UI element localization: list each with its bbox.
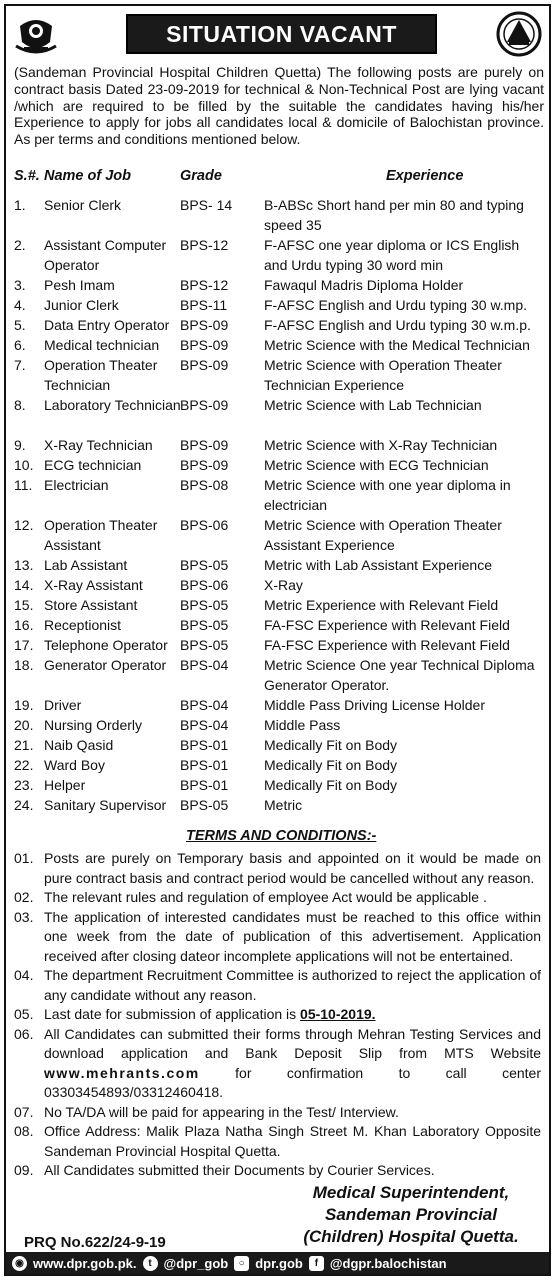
- cell-grade: BPS-04: [180, 717, 229, 733]
- cell-grade: BPS-05: [180, 617, 229, 633]
- cell-grade: BPS-06: [180, 517, 229, 533]
- mts-website-link[interactable]: www.mehrants.com: [44, 1064, 200, 1081]
- footer-website[interactable]: www.dpr.gob.pk.: [33, 1255, 137, 1271]
- cell-grade: BPS-05: [180, 637, 229, 653]
- term-item: [6, 888, 549, 908]
- cell-job-name: Assistant Computer Operator: [44, 237, 167, 273]
- cell-grade: BPS-04: [180, 697, 229, 713]
- signature-title: Medical Superintendent,: [312, 1183, 510, 1202]
- table-row: [6, 555, 549, 575]
- term-number: 05.: [14, 1006, 34, 1022]
- table-row: [6, 755, 549, 775]
- term-text: Last date for submission of application is: [44, 1006, 301, 1022]
- cell-grade: BPS-06: [180, 577, 229, 593]
- table-row: [6, 655, 549, 695]
- page-title: SITUATION VACANT: [126, 14, 437, 54]
- term-item: [6, 1161, 549, 1181]
- globe-icon: ◉: [12, 1256, 27, 1271]
- cell-job-name: Generator Operator: [44, 657, 167, 673]
- cell-experience: B-ABSc Short hand per min 80 and typing speed 35: [264, 197, 524, 233]
- cell-grade: BPS-05: [180, 557, 229, 573]
- cell-experience: FA-FSC Experience with Relevant Field: [264, 617, 510, 633]
- cell-serial: 2.: [14, 237, 26, 253]
- term-item: [6, 849, 549, 888]
- term-item: [6, 1103, 549, 1123]
- table-row: [6, 275, 549, 295]
- advertisement: [4, 4, 551, 1276]
- cell-job-name: Sanitary Supervisor: [44, 797, 167, 813]
- signature-block: [291, 1182, 531, 1248]
- cell-grade: BPS-04: [180, 657, 229, 673]
- cell-experience: Medically Fit on Body: [264, 777, 398, 793]
- term-item: [6, 1122, 549, 1161]
- term-number: 01.: [14, 850, 34, 866]
- table-row: [6, 515, 549, 555]
- table-row: [6, 435, 549, 455]
- cell-grade: BPS-09: [180, 457, 229, 473]
- term-item: [6, 1005, 549, 1025]
- cell-experience: Metric Science with X-Ray Technician: [264, 437, 498, 453]
- cell-experience: Metric: [264, 797, 303, 813]
- table-row: [6, 355, 549, 395]
- term-number: 06.: [14, 1025, 34, 1042]
- column-header-grade: Grade: [180, 168, 222, 184]
- table-row: [6, 715, 549, 735]
- column-header-serial: S.#.: [14, 168, 40, 184]
- cell-job-name: Naib Qasid: [44, 737, 114, 753]
- table-row: [6, 475, 549, 515]
- term-number: 03.: [14, 908, 34, 925]
- table-row: [6, 395, 549, 435]
- footer-instagram[interactable]: dpr.gob: [255, 1255, 303, 1271]
- term-number: 04.: [14, 967, 34, 983]
- term-text: All Candidates submitted their Documents by Courier Services.: [44, 1162, 435, 1178]
- table-row: [6, 575, 549, 595]
- cell-serial: 9.: [14, 437, 26, 453]
- prq-number: PRQ No.622/24-9-19: [24, 1234, 166, 1251]
- terms-list: [6, 849, 549, 1181]
- cell-experience: F-AFSC one year diploma or ICS English and Urdu typing 30 word min: [264, 237, 520, 273]
- cell-serial: 10.: [14, 457, 34, 473]
- facebook-icon: f: [309, 1256, 324, 1271]
- cell-serial: 17.: [14, 637, 34, 653]
- table-row: [6, 595, 549, 615]
- government-emblem-icon: [12, 12, 60, 56]
- cell-job-name: Junior Clerk: [44, 297, 119, 313]
- cell-experience: Fawaqul Madris Diploma Holder: [264, 277, 464, 293]
- cell-serial: 16.: [14, 617, 34, 633]
- term-number: 08.: [14, 1123, 34, 1139]
- cell-experience: Medically Fit on Body: [264, 737, 398, 753]
- cell-experience: Metric Science with Operation Theater Assistant Experience: [264, 517, 502, 553]
- cell-job-name: Nursing Orderly: [44, 717, 143, 733]
- cell-serial: 23.: [14, 777, 34, 793]
- cell-experience: FA-FSC Experience with Relevant Field: [264, 637, 510, 653]
- instagram-icon: ○: [234, 1256, 249, 1271]
- cell-experience: F-AFSC English and Urdu typing 30 w.m.p.: [264, 317, 531, 333]
- table-row: [6, 335, 549, 355]
- signature-organization: Sandeman Provincial: [325, 1205, 497, 1224]
- table-row: [6, 235, 549, 275]
- cell-serial: 5.: [14, 317, 26, 333]
- cell-experience: Metric with Lab Assistant Experience: [264, 557, 492, 573]
- cell-job-name: Telephone Operator: [44, 637, 168, 653]
- cell-grade: BPS-09: [180, 317, 229, 333]
- cell-experience: Medically Fit on Body: [264, 757, 398, 773]
- terms-title: TERMS AND CONDITIONS:-: [186, 828, 377, 844]
- term-text: Posts are purely on Temporary basis and appointed on it would be made on pure contract basis and contract period would be cancelled without any reason.: [44, 850, 541, 886]
- term-text: No TA/DA will be paid for appearing in the Test/ Interview.: [44, 1103, 399, 1120]
- posts-table: [6, 195, 549, 815]
- term-number: 09.: [14, 1162, 34, 1178]
- cell-serial: 15.: [14, 597, 34, 613]
- intro-paragraph: (Sandeman Provincial Hospital Children Quetta) The following posts are purely on contract basis Dated 23-09-2019 for technical & Non-Technical Post are lying vacant /which are required to be filled by the suitable the candidates having his/her Experience to apply for jobs all candidates local & domicile of Balochistan province. As per terms and conditions mentioned below.: [14, 64, 544, 148]
- table-row: [6, 315, 549, 335]
- table-row: [6, 295, 549, 315]
- cell-job-name: Operation Theater Assistant: [44, 517, 158, 553]
- cell-serial: 8.: [14, 397, 26, 413]
- cell-grade: BPS- 14: [180, 197, 233, 213]
- column-header-job: Name of Job: [44, 168, 132, 184]
- cell-serial: 12.: [14, 517, 34, 533]
- cell-job-name: Data Entry Operator: [44, 317, 170, 333]
- cell-experience: Metric Science with Lab Technician: [264, 397, 482, 413]
- last-date: 05-10-2019.: [300, 1006, 376, 1022]
- cell-grade: BPS-12: [180, 277, 229, 293]
- cell-job-name: Electrician: [44, 477, 109, 493]
- table-row: [6, 695, 549, 715]
- cell-experience: Metric Science with the Medical Technician: [264, 337, 530, 353]
- cell-grade: BPS-05: [180, 797, 229, 813]
- cell-job-name: Medical technician: [44, 337, 160, 353]
- table-row: [6, 775, 549, 795]
- table-row: [6, 735, 549, 755]
- cell-grade: BPS-09: [180, 437, 229, 453]
- cell-serial: 22.: [14, 757, 34, 773]
- cell-experience: Metric Science with ECG Technician: [264, 457, 489, 473]
- term-item: [6, 1025, 549, 1103]
- cell-serial: 6.: [14, 337, 26, 353]
- term-text: The department Recruitment Committee is authorized to reject the application of any candidate without any reason.: [44, 967, 541, 1003]
- term-text: All Candidates can submitted their forms through Mehran Testing Services and download application and Bank Deposit Slip from MTS Website: [44, 1025, 541, 1061]
- signature-hospital: (Children) Hospital Quetta.: [303, 1227, 519, 1246]
- cell-job-name: Lab Assistant: [44, 557, 128, 573]
- term-text: Office Address: Malik Plaza Natha Singh Street M. Khan Laboratory Opposite Sandeman Provincial Hospital Quetta.: [44, 1123, 541, 1159]
- footer-facebook[interactable]: @dgpr.balochistan: [329, 1255, 447, 1271]
- cell-grade: BPS-01: [180, 757, 229, 773]
- cell-job-name: X-Ray Assistant: [44, 577, 143, 593]
- term-item: [6, 966, 549, 1005]
- header: [6, 6, 549, 66]
- table-row: [6, 795, 549, 815]
- cell-grade: BPS-05: [180, 597, 229, 613]
- cell-serial: 4.: [14, 297, 26, 313]
- cell-experience: Middle Pass: [264, 717, 341, 733]
- cell-serial: 24.: [14, 797, 34, 813]
- table-row: [6, 615, 549, 635]
- cell-job-name: Pesh Imam: [44, 277, 115, 293]
- term-number: 02.: [14, 889, 34, 905]
- balochistan-seal-icon: [495, 10, 543, 58]
- cell-serial: 21.: [14, 737, 34, 753]
- cell-grade: BPS-08: [180, 477, 229, 493]
- cell-serial: 18.: [14, 657, 34, 673]
- cell-serial: 1.: [14, 197, 26, 213]
- cell-job-name: Store Assistant: [44, 597, 138, 613]
- cell-job-name: Driver: [44, 697, 82, 713]
- cell-grade: BPS-09: [180, 397, 229, 413]
- cell-grade: BPS-01: [180, 777, 229, 793]
- cell-job-name: Operation Theater Technician: [44, 357, 158, 393]
- term-text: The relevant rules and regulation of employee Act would be applicable .: [44, 889, 487, 905]
- cell-experience: Middle Pass Driving License Holder: [264, 697, 485, 713]
- cell-serial: 3.: [14, 277, 26, 293]
- cell-grade: BPS-11: [180, 297, 228, 313]
- term-item: [6, 908, 549, 967]
- cell-job-name: Senior Clerk: [44, 197, 122, 213]
- cell-job-name: Receptionist: [44, 617, 122, 633]
- cell-grade: BPS-09: [180, 357, 229, 373]
- cell-grade: BPS-12: [180, 237, 229, 253]
- table-row: [6, 195, 549, 235]
- twitter-icon: t: [143, 1256, 158, 1271]
- cell-grade: BPS-09: [180, 337, 229, 353]
- term-text: The application of interested candidates must be reached to this office within one week from the date of publication of this advertisement. Application received after closing dateor incomplete applications will not be entertained.: [44, 908, 541, 964]
- table-row: [6, 455, 549, 475]
- cell-job-name: Ward Boy: [44, 757, 105, 773]
- cell-serial: 19.: [14, 697, 34, 713]
- cell-experience: Metric Science One year Technical Diploma Generator Operator.: [264, 657, 535, 693]
- cell-serial: 13.: [14, 557, 34, 573]
- cell-experience: Metric Science with Operation Theater Technician Experience: [264, 357, 502, 393]
- term-text: for confirmation to call center 03303454893/03312460418.: [44, 1064, 541, 1100]
- cell-serial: 7.: [14, 357, 26, 373]
- cell-job-name: Helper: [44, 777, 86, 793]
- footer-twitter[interactable]: @dpr_gob: [163, 1255, 229, 1271]
- cell-grade: BPS-01: [180, 737, 229, 753]
- table-row: [6, 635, 549, 655]
- cell-job-name: Laboratory Technician: [44, 397, 181, 413]
- cell-job-name: X-Ray Technician: [44, 437, 153, 453]
- term-number: 07.: [14, 1103, 34, 1120]
- cell-experience: Metric Science with one year diploma in electrician: [264, 477, 511, 513]
- cell-experience: X-Ray: [264, 577, 303, 593]
- cell-serial: 11.: [14, 477, 33, 493]
- column-header-experience: Experience: [386, 168, 464, 184]
- cell-serial: 14.: [14, 577, 34, 593]
- cell-serial: 20.: [14, 717, 34, 733]
- footer-bar: [6, 1252, 549, 1274]
- cell-experience: F-AFSC English and Urdu typing 30 w.mp.: [264, 297, 528, 313]
- cell-job-name: ECG technician: [44, 457, 142, 473]
- cell-experience: Metric Experience with Relevant Field: [264, 597, 499, 613]
